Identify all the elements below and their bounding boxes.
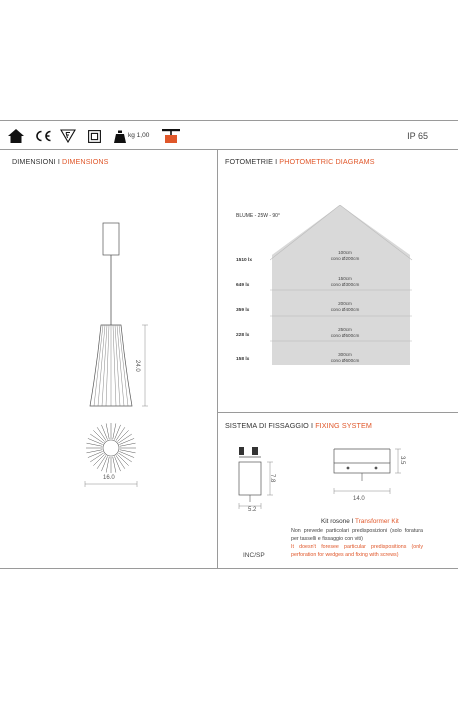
box-width-dimension: 5.2 — [248, 507, 257, 513]
lux-value: 649 lx — [236, 283, 250, 288]
lamp-drawing — [70, 220, 160, 495]
ce-mark-icon — [34, 130, 52, 142]
cone-diameter: cono Ø400cm — [330, 307, 360, 312]
cone-diameter: cono Ø500cm — [330, 333, 360, 338]
ceiling-plate-drawing — [320, 445, 410, 505]
weight-icon — [114, 130, 126, 143]
height-dimension: 24.0 — [134, 360, 140, 372]
cone-distance: 250cm — [338, 327, 352, 332]
f-mark-triangle-icon — [60, 129, 76, 143]
dimensions-title: DIMENSIONI I DIMENSIONS — [12, 157, 109, 166]
lamp-spec-label: BLUME - 25W - 90° — [236, 213, 280, 219]
cone-diameter: cono Ø200cm — [330, 256, 360, 261]
weight-label: kg 1,00 — [128, 132, 150, 139]
fixing-title: SISTEMA DI FISSAGGIO I FIXING SYSTEM — [225, 421, 372, 430]
cone-distance: 150cm — [338, 276, 352, 281]
photometric-cone — [270, 205, 420, 375]
panel-bottom-rule — [0, 568, 458, 569]
fixing-note-it: Non prevede particolari predisposizioni (solo foratura per tasselli e fissaggio con viti) — [291, 528, 423, 542]
cone-diameter: cono Ø600cm — [330, 358, 360, 363]
junction-box — [239, 462, 261, 495]
ceiling-mount-icon — [162, 129, 180, 144]
inc-sp-label: INC/SP — [243, 552, 265, 559]
fixing-note-en: It doesn't foresee particular predispositions (only perforation for wedges and fixing with screws) — [291, 544, 423, 558]
indoor-house-icon — [8, 129, 24, 143]
panel-divider — [217, 149, 218, 569]
box-height-dimension: 7.8 — [269, 474, 275, 483]
fixing-section-rule — [217, 412, 458, 413]
cone-distance: 200cm — [338, 301, 352, 306]
header-top-rule — [0, 120, 458, 121]
kit-title: Kit rosone I Transformer Kit — [321, 518, 399, 525]
panel-top-rule — [0, 149, 458, 150]
plate-width-dimension: 14.0 — [353, 496, 365, 502]
plate-height-dimension: 3.5 — [399, 456, 405, 465]
class-ii-double-square-icon — [88, 130, 101, 143]
ceiling-plate — [334, 463, 390, 473]
diameter-dimension: 16.0 — [103, 475, 115, 481]
photometric-title: FOTOMETRIE I PHOTOMETRIC DIAGRAMS — [225, 157, 375, 166]
cone-distance: 100cm — [338, 250, 352, 255]
ip-rating: IP 65 — [407, 131, 428, 141]
lamp-top-view — [103, 440, 119, 456]
lux-value: 1510 lx — [236, 258, 253, 263]
lux-value: 228 lx — [236, 333, 250, 338]
lux-value: 158 lx — [236, 357, 250, 362]
junction-box-drawing — [235, 442, 285, 522]
lux-value: 359 lx — [236, 308, 250, 313]
lamp-canopy — [103, 223, 119, 255]
cone-distance: 300cm — [338, 352, 352, 357]
cone-diameter: cono Ø300cm — [330, 282, 360, 287]
